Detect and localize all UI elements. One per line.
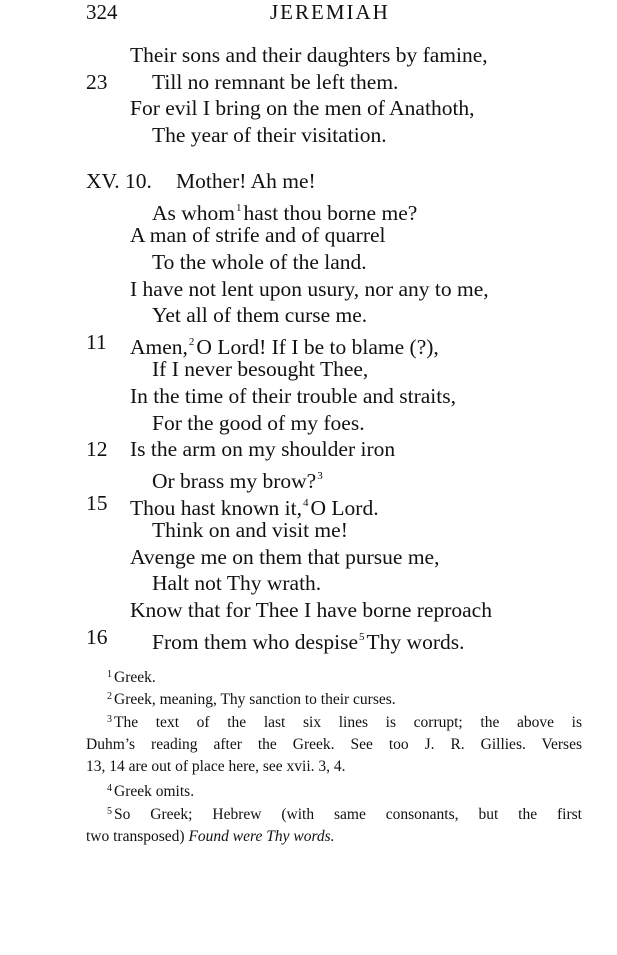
footnote-4: $^4$ Greek omits. (107, 783, 195, 800)
footnote-3: $^3$ The text of the last six lines is corrupt; the above is Duhm’s reading after the Greek. See too J. R. Gillies. Verses 13, 14 are out of place here, see xvii. 3, 4. (86, 714, 582, 775)
footnote-ref: 2 (188, 336, 195, 348)
running-title: JEREMIAH (270, 0, 390, 24)
footnote-ref: 1 (236, 202, 242, 214)
footnote-ref: 3 (317, 470, 323, 482)
footnote-5: $^5$ So Greek; Hebrew (with same consonants, but the first two transposed) Found were Thy words. (86, 806, 582, 845)
verse-number: 15 (86, 491, 108, 515)
footnote-2: $^2$ Greek, meaning, Thy sanction to their curses. (107, 691, 396, 708)
footnote-1: $^1$ Greek. (107, 669, 156, 686)
verse-number: 12 (86, 437, 108, 461)
chapter-verse-number: XV. 10. (86, 169, 152, 193)
page-number: 324 (86, 0, 118, 24)
footnote-ref: 4 (303, 497, 309, 509)
footnote-ref: 5 (359, 631, 365, 643)
italic-quote: Found were Thy words. (188, 828, 335, 845)
verse-number: 11 (86, 330, 107, 354)
book-page: 324 JEREMIAH Their sons and their daughters by famine, 23 Till no remnant be left them. For evil I bring on the men of Anathoth, The year of their visitation. XV. 10. Mother! Ah me! As whom$^1$hast thou borne me? A man of strife and of quarrel To the whole of the land. I have not lent upon usury, nor any to me, Yet all of them curse me. 11 Amen,$^2$O Lord! If I be to blame (?), If I never besought Thee, In the time of their trouble and straits, For the good of my foes. 12 Is the arm on my shoulder iron Or brass my brow?$^3$ 15 Thou hast known it,$^4$O Lord. Think on and visit me! Avenge me on them that pursue me, Halt not Thy wrath. Know that for Thee I have borne reproach 16 From them who despise$^5$Thy words. $^1$ Greek. $^2$ Greek, meaning, Thy sanction to their curses. $^3$ The text of the last six lines is corrupt; the above is Duhm’s reading after the Greek. See too J. R. Gillies. Verses 13, 14 are out of place here, see xvii. 3, 4. $^4$ Greek omits. $^5$ So Greek; Hebrew (with same consonants, but the first two transposed) Found were Thy words. (0, 0, 617, 955)
verse-number: 16 (86, 625, 108, 649)
verse-number: 23 (86, 70, 108, 94)
